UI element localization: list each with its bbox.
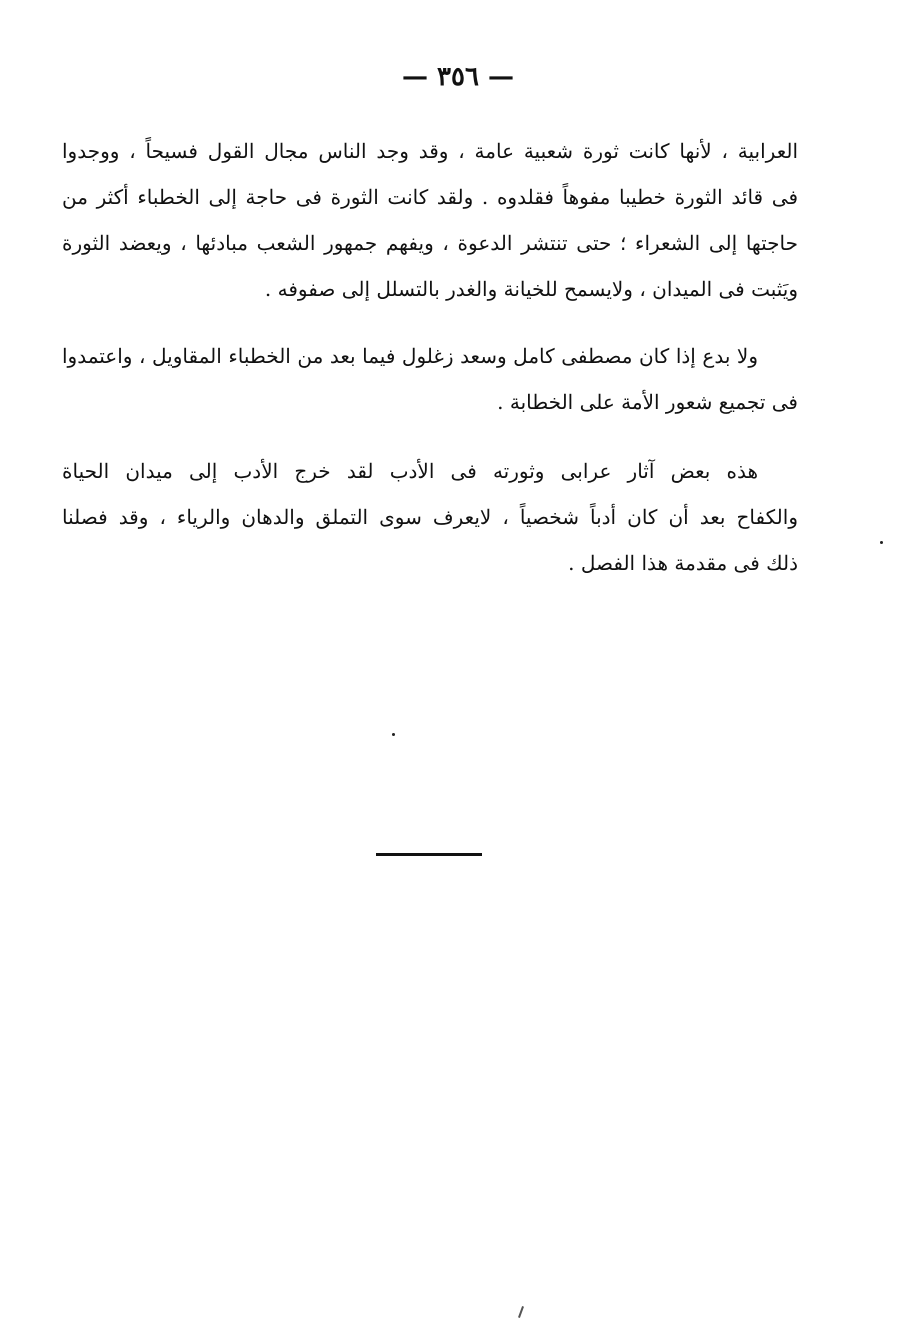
paragraph-2 xyxy=(62,333,798,425)
text-line: ذلك فى مقدمة هذا الفصل . xyxy=(568,551,798,575)
text-line: ولا بدع إذا كان مصطفى كامل وسعد زغلول فيما بعد من الخطباء المقاويل ، واعتمدوا xyxy=(62,344,758,368)
stray-dot xyxy=(392,733,395,736)
paragraph-1 xyxy=(62,128,798,312)
text-line: ويَثبت فى الميدان ، ولايسمح للخيانة والغدر بالتسلل إلى صفوفه . xyxy=(264,277,798,301)
text-line: فى تجميع شعور الأمة على الخطابة . xyxy=(497,390,798,414)
text-line: والكفاح بعد أن كان أدباً شخصياً ، لايعرف سوى التملق والدهان والرياء ، وقد فصلنا xyxy=(62,505,798,529)
paragraph-3 xyxy=(62,448,798,586)
text-line: هذه بعض آثار عرابى وثورته فى الأدب لقد خرج الأدب إلى ميدان الحياة xyxy=(62,459,758,483)
text-line: فى قائد الثورة خطيبا مفوهاً فقلدوه . ولقد كانت الثورة فى حاجة إلى الخطباء أكثر من xyxy=(62,185,798,209)
stray-dot xyxy=(880,541,883,544)
text-line: العرابية ، لأنها كانت ثورة شعبية عامة ، وقد وجد الناس مجال القول فسيحاً ، ووجدوا xyxy=(62,139,798,163)
text-line: حاجتها إلى الشعراء ؛ حتى تنتشر الدعوة ، ويفهم جمهور الشعب مبادئها ، ويعضد الثورة xyxy=(62,231,798,255)
section-end-rule xyxy=(376,853,482,856)
stray-mark xyxy=(518,1306,524,1318)
page-number: — ٣٥٦ — xyxy=(401,62,515,92)
